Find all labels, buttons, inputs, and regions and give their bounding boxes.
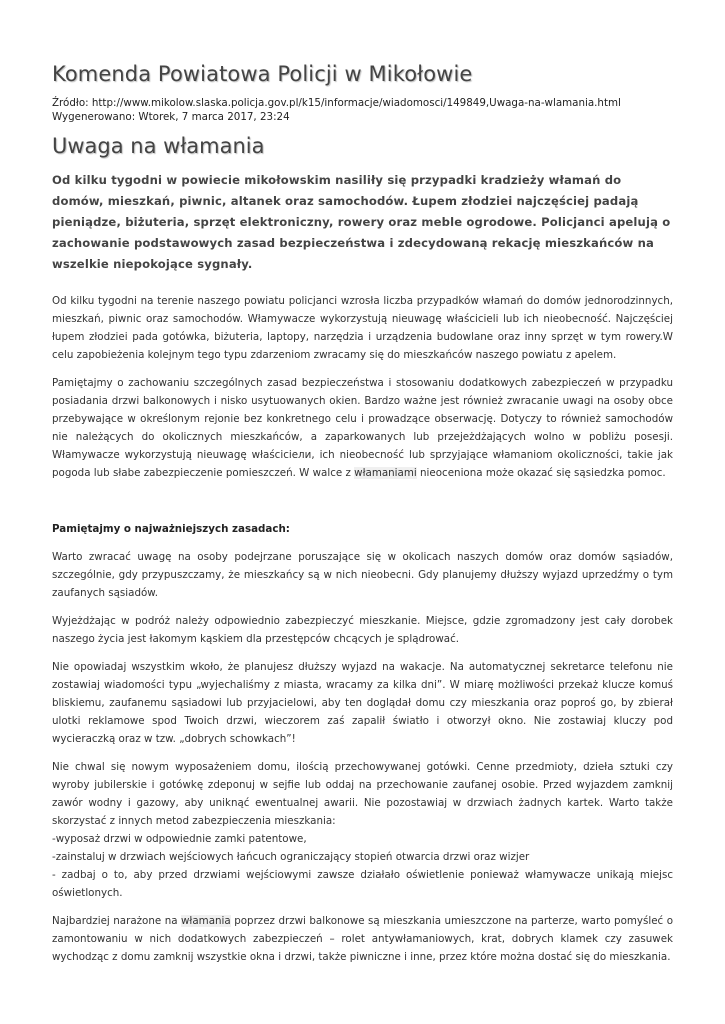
keyword-wlamania: włamania xyxy=(181,915,231,927)
paragraph-6 xyxy=(52,758,673,902)
paragraph-7-text-after: poprzez drzwi balkonowe są mieszkania umieszczone na parterze, warto pomyśleć o zamontowaniu w nich dodatkowych zabezpieczeń – rolet antywłamaniowych, krat, dobrych klamek czy zasuwek wychodząc z domu zamknij wszystkie okna i drzwi, także piwniczne i inne, przez które można dostać się do mieszkania. xyxy=(52,915,673,963)
site-title: Komenda Powiatowa Policji w Mikołowie xyxy=(52,62,473,86)
list-item: -zainstaluj w drzwiach wejściowych łańcuch ograniczający stopień otwarcia drzwi oraz wizjer xyxy=(52,851,530,863)
paragraph-6-intro: Nie chwal się nowym wyposażeniem domu, ilością przechowywanej gotówki. Cenne przedmioty, dzieła sztuki czy wyroby jubilerskie i gotówkę zdeponuj w sejfie lub oddaj na przechowanie zaufanej osobie. Przed wyjazdem zamknij zawór wodny i gazowy, aby uniknąć ewentualnej awarii. Nie pozostawiaj w drzwiach żadnych kartek. Warto także skorzystać z innych metod zabezpieczenia mieszkania: xyxy=(52,761,673,827)
paragraph-2-text-after: nieoceniona może okazać się sąsiedzka pomoc. xyxy=(416,467,666,479)
paragraph-7-text-before: Najbardziej narażone na xyxy=(52,915,182,927)
paragraph-5: Nie opowiadaj wszystkim wkoło, że planujesz dłuższy wyjazd na wakacje. Na automatycznej sekretarce telefonu nie zostawiaj wiadomości typu „wyjechaliśmy z miasta, wracamy za kilka dni”. W miarę możliwości przekaż klucze komuś bliskiemu, zaufanemu sąsiadowi lub przyjacielowi, aby ten doglądał domu czy mieszkania oraz poproś go, by zbierał ulotki reklamowe spod Twoich drzwi, wieczorem zaś zapalił światło i otworzył okno. Nie zostawiaj kluczy pod wycieraczką oraz w tzw. „dobrych schowkach”! xyxy=(52,661,673,745)
list-item: - zadbaj o to, aby przed drzwiami wejściowymi zawsze działało oświetlenie ponieważ włamywacze unikają miejsc oświetlonych. xyxy=(52,869,673,899)
paragraph-7 xyxy=(52,912,673,966)
article-title: Uwaga na włamania xyxy=(52,134,265,158)
generated-line: Wygenerowano: Wtorek, 7 marca 2017, 23:24 xyxy=(52,110,290,123)
article-lead: Od kilku tygodni w powiecie mikołowskim nasiliły się przypadki kradzieży włamań do domów, mieszkań, piwnic, altanek oraz samochodów. Łupem złodziei najczęściej padają pieniądze, biżuteria, sprzęt elektroniczny, rowery oraz meble ogrodowe. Policjanci apelują o zachowanie podstawowych zasad bezpieczeństwa i zdecydowaną rekację mieszkańców na wszelkie niepokojące sygnały. xyxy=(52,173,671,271)
list-item: -wyposaż drzwi w odpowiednie zamki patentowe, xyxy=(52,833,307,845)
paragraph-2 xyxy=(52,374,673,482)
paragraph-2-text-before: Pamiętajmy o zachowaniu szczególnych zasad bezpieczeństwa i stosowaniu dodatkowych zabezpieczeń w przypadku posiadania drzwi balkonowych i nisko usytuowanych okien. Bardzo ważne jest również zwracanie uwagi na osoby obce przebywające w określonym rejonie bez konkretnego celu i prowadzące obserwację. Dotyczy to również samochodów nie należących do okolicznych mieszkańców, a zaparkowanych lub przejeżdżających wolno w pobliżu posesji. Włamywacze wykorzystują nieuwagę właściciели, ich nieobecność lub sprzyjające włamaniom okoliczności, takie jak pogoda lub słabe zabezpieczenie pomieszczeń. W walce z xyxy=(52,377,673,479)
rules-heading: Pamiętajmy o najważniejszych zasadach: xyxy=(52,523,290,535)
paragraph-4: Wyjeżdżając w podróż należy odpowiednio zabezpieczyć mieszkanie. Miejsce, gdzie zgromadzony jest cały dorobek naszego życia jest łakomym kąskiem dla przestępców chcących je splądrować. xyxy=(52,615,673,645)
paragraph-1: Od kilku tygodni na terenie naszego powiatu policjanci wzrosła liczba przypadków włamań do domów jednorodzinnych, mieszkań, piwnic oraz samochodów. Włamywacze wykorzystują nieuwagę właścicieli lub ich nieobecność. Najczęściej łupem złodziei pada gotówka, biżuteria, laptopy, narzędzia i urządzenia budowlane oraz inny sprzęt w tym rowery.W celu zapobieżenia kolejnym tego typu zdarzeniom zwracamy się do mieszkańców naszego powiatu z apelem. xyxy=(52,295,673,361)
source-line: Źródło: http://www.mikolow.slaska.policja.gov.pl/k15/informacje/wiadomosci/149849,Uwaga-na-wlamania.html xyxy=(52,97,621,109)
paragraph-3: Warto zwracać uwagę na osoby podejrzane poruszające się w okolicach naszych domów oraz domów sąsiadów, szczególnie, gdy przypuszczamy, że mieszkańcy są w nich nieobecni. Gdy planujemy dłuższy wyjazd uprzedźmy o tym zaufanych sąsiadów. xyxy=(52,551,673,599)
keyword-wlamaniami: włamaniami xyxy=(354,467,417,479)
